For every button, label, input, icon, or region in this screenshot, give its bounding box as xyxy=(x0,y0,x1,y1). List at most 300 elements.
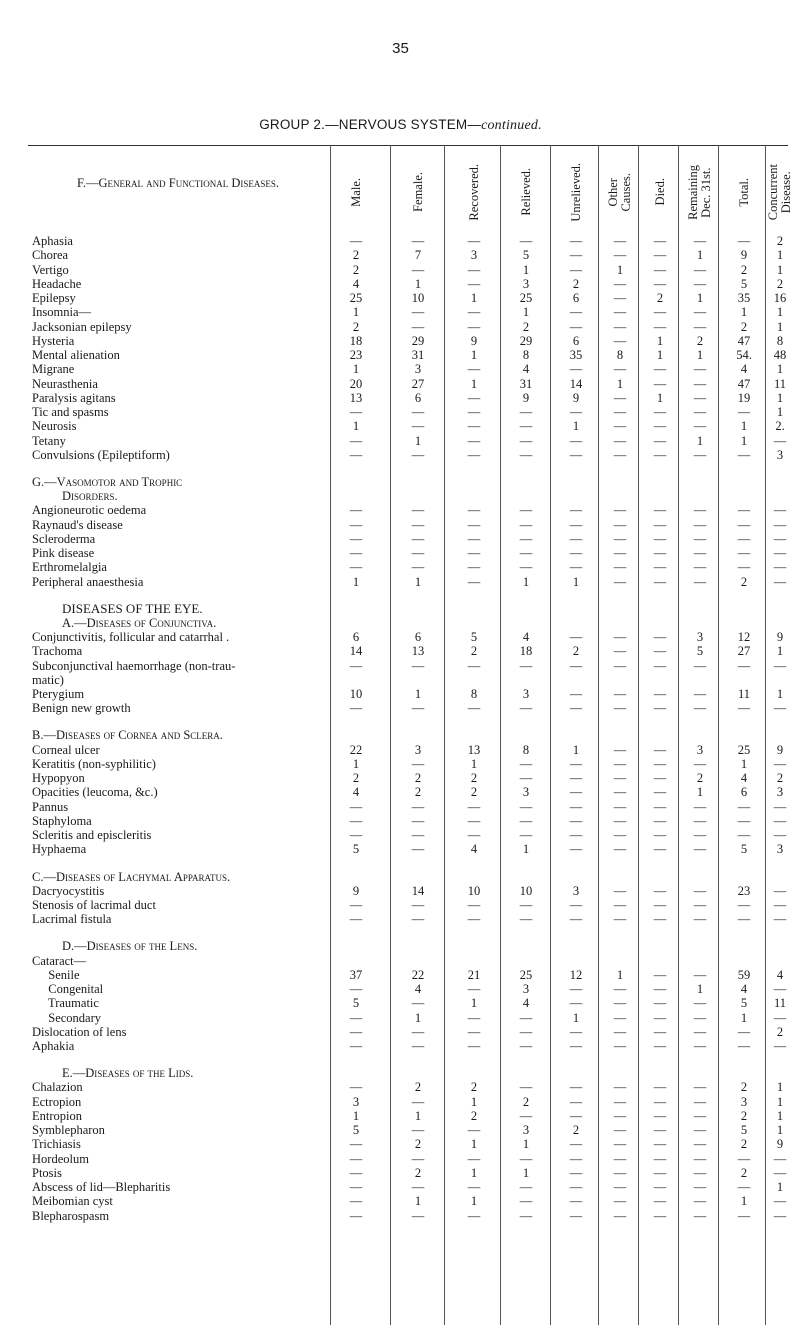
table-cell: — xyxy=(519,405,533,419)
table-cell: 1 xyxy=(470,1094,478,1109)
section-heading: B.—Diseases of Cornea and Sclera. xyxy=(32,728,223,743)
row-label: Vertigo xyxy=(32,262,69,277)
table-cell: 2 xyxy=(740,1165,748,1180)
row-label: Insomnia— xyxy=(32,305,92,320)
row-label: Aphasia xyxy=(32,234,73,248)
table-cell: — xyxy=(349,982,363,997)
table-cell: — xyxy=(569,531,583,546)
table-cell: — xyxy=(773,546,787,561)
table-cell: 7 xyxy=(414,248,422,263)
table-cell: — xyxy=(411,447,425,462)
table-cell: — xyxy=(737,517,751,532)
table-cell: — xyxy=(519,658,533,673)
table-cell: — xyxy=(613,687,627,702)
table-cell: 1 xyxy=(522,842,530,857)
table-cell: — xyxy=(569,756,583,771)
table-cell: — xyxy=(349,503,363,518)
table-cell: — xyxy=(569,1208,583,1223)
table-cell: 27 xyxy=(411,376,425,391)
table-cell: — xyxy=(737,531,751,546)
table-cell: — xyxy=(569,687,583,702)
table-cell: — xyxy=(411,912,425,927)
table-cell: — xyxy=(653,687,667,702)
table-cell: — xyxy=(411,262,425,277)
table-cell: — xyxy=(653,785,667,800)
table-cell: — xyxy=(569,405,583,419)
table-cell: — xyxy=(693,1180,707,1195)
table-cell: — xyxy=(349,912,363,927)
table-cell: 1 xyxy=(470,1194,478,1209)
table-cell: 14 xyxy=(349,644,363,659)
table-cell: — xyxy=(613,560,627,575)
table-cell: — xyxy=(693,262,707,277)
table-cell: 1 xyxy=(352,419,360,434)
table-cell: — xyxy=(693,447,707,462)
table-cell: — xyxy=(613,546,627,561)
table-cell: 1 xyxy=(522,262,530,277)
table-cell: — xyxy=(773,1165,787,1180)
table-cell: 31 xyxy=(411,348,425,362)
table-cell: — xyxy=(613,531,627,546)
table-cell: 9 xyxy=(352,883,360,898)
column-header-5 xyxy=(554,160,598,224)
table-cell: 6 xyxy=(740,785,748,800)
table-cell: — xyxy=(349,658,363,673)
table-cell: — xyxy=(569,560,583,575)
table-cell: — xyxy=(737,828,751,843)
table-cell: — xyxy=(467,1010,481,1025)
table-cell: — xyxy=(693,756,707,771)
table-cell: 1 xyxy=(414,1108,422,1123)
table-cell: — xyxy=(737,1151,751,1166)
table-cell: 2 xyxy=(522,1094,530,1109)
table-cell: 1 xyxy=(656,333,664,348)
table-cell: 1 xyxy=(696,982,704,997)
table-cell: — xyxy=(613,1137,627,1152)
table-cell: 2 xyxy=(414,771,422,786)
table-cell: — xyxy=(613,1108,627,1123)
table-cell: — xyxy=(519,771,533,786)
table-cell: — xyxy=(349,1194,363,1209)
table-cell: — xyxy=(467,517,481,532)
table-cell: — xyxy=(411,1123,425,1138)
table-cell: — xyxy=(569,828,583,843)
row-label: Stenosis of lacrimal duct xyxy=(32,898,156,913)
table-cell: 2 xyxy=(740,262,748,277)
table-cell: — xyxy=(693,1024,707,1039)
table-cell: — xyxy=(653,262,667,277)
table-cell: — xyxy=(653,658,667,673)
table-cell: — xyxy=(467,799,481,814)
row-label: Paralysis agitans xyxy=(32,390,116,405)
table-cell: — xyxy=(613,248,627,263)
table-cell: 1 xyxy=(740,1194,748,1209)
table-cell: 2 xyxy=(776,1024,784,1039)
table-cell: — xyxy=(613,1039,627,1054)
row-label: Neurosis xyxy=(32,419,77,434)
column-header-label: Female. xyxy=(410,172,425,212)
first-column-header: F.—General and Functional Diseases. xyxy=(76,176,280,190)
table-cell: — xyxy=(693,503,707,518)
table-cell: 5 xyxy=(352,842,360,857)
table-cell: — xyxy=(613,658,627,673)
table-cell: — xyxy=(569,982,583,997)
table-row xyxy=(0,1208,801,1224)
table-cell: 1 xyxy=(470,756,478,771)
table-cell: — xyxy=(773,828,787,843)
table-cell: — xyxy=(613,996,627,1011)
table-cell: — xyxy=(519,433,533,448)
table-cell: — xyxy=(613,828,627,843)
row-label: Lacrimal fistula xyxy=(32,912,112,927)
table-cell: — xyxy=(569,447,583,462)
table-cell: — xyxy=(653,574,667,589)
table-cell: 9 xyxy=(776,1137,784,1152)
table-cell: — xyxy=(411,560,425,575)
table-cell: 1 xyxy=(776,405,784,419)
table-cell: 13 xyxy=(467,742,481,757)
table-cell: 2 xyxy=(740,1137,748,1152)
table-cell: — xyxy=(411,799,425,814)
column-header-label: Total. xyxy=(736,177,751,207)
table-cell: 4 xyxy=(740,362,748,377)
table-cell: — xyxy=(467,813,481,828)
table-cell: 4 xyxy=(352,785,360,800)
column-header-8 xyxy=(678,160,722,224)
table-cell: — xyxy=(653,756,667,771)
table-cell: — xyxy=(653,1108,667,1123)
table-cell: — xyxy=(613,842,627,857)
table-cell: 2 xyxy=(414,1137,422,1152)
table-cell: 22 xyxy=(349,742,363,757)
table-cell: 1 xyxy=(470,1137,478,1152)
table-cell: — xyxy=(613,813,627,828)
table-cell: 25 xyxy=(349,291,363,305)
table-cell: — xyxy=(693,912,707,927)
table-cell: — xyxy=(737,560,751,575)
table-cell: — xyxy=(349,701,363,716)
table-cell: 1 xyxy=(470,348,478,362)
table-cell: — xyxy=(519,560,533,575)
table-cell: — xyxy=(411,546,425,561)
column-header-label: Unrelieved. xyxy=(568,162,583,222)
table-cell: 3 xyxy=(740,1094,748,1109)
table-cell: — xyxy=(613,503,627,518)
table-cell: 25 xyxy=(737,742,751,757)
row-label-continuation: Cataract— xyxy=(32,953,87,968)
table-cell: — xyxy=(349,433,363,448)
table-cell: — xyxy=(569,362,583,377)
table-cell: — xyxy=(467,828,481,843)
table-cell: — xyxy=(411,813,425,828)
table-cell: 1 xyxy=(656,348,664,362)
row-label: Chorea xyxy=(32,248,69,263)
table-cell: — xyxy=(693,546,707,561)
table-cell: — xyxy=(737,503,751,518)
table-cell: — xyxy=(693,1010,707,1025)
table-cell: 1 xyxy=(776,248,784,263)
table-cell: — xyxy=(737,658,751,673)
table-cell: — xyxy=(693,574,707,589)
table-cell: — xyxy=(613,447,627,462)
table-cell: — xyxy=(693,1194,707,1209)
table-cell: — xyxy=(693,1137,707,1152)
table-cell: 2 xyxy=(470,644,478,659)
table-cell: — xyxy=(773,1194,787,1209)
table-cell: 4 xyxy=(522,630,530,645)
table-cell: — xyxy=(569,799,583,814)
row-label: Senile xyxy=(42,967,80,982)
table-cell: — xyxy=(653,517,667,532)
table-cell: — xyxy=(349,546,363,561)
table-cell: — xyxy=(737,898,751,913)
table-cell: — xyxy=(467,658,481,673)
table-cell: 1 xyxy=(776,1080,784,1095)
table-cell: — xyxy=(349,1165,363,1180)
table-cell: — xyxy=(569,1165,583,1180)
table-cell: — xyxy=(693,362,707,377)
table-cell: 1 xyxy=(776,1094,784,1109)
table-cell: 2 xyxy=(776,771,784,786)
table-cell: 1 xyxy=(776,1180,784,1195)
table-cell: 1 xyxy=(776,390,784,405)
section-heading: D.—Diseases of the Lens. xyxy=(62,939,198,954)
table-cell: — xyxy=(613,644,627,659)
table-cell: — xyxy=(569,248,583,263)
table-row xyxy=(0,1038,801,1054)
table-cell: — xyxy=(613,419,627,434)
table-cell: 5 xyxy=(696,644,704,659)
table-cell: 3 xyxy=(522,687,530,702)
table-cell: — xyxy=(467,1024,481,1039)
table-cell: 5 xyxy=(740,842,748,857)
table-cell: — xyxy=(569,1094,583,1109)
table-cell: — xyxy=(467,560,481,575)
table-cell: — xyxy=(773,701,787,716)
table-cell: — xyxy=(411,842,425,857)
table-cell: — xyxy=(349,1151,363,1166)
table-cell: 1 xyxy=(414,433,422,448)
table-cell: 3 xyxy=(414,362,422,377)
table-cell: — xyxy=(653,898,667,913)
row-label: Ptosis xyxy=(32,1165,62,1180)
table-cell: — xyxy=(693,376,707,391)
table-cell: 1 xyxy=(776,1108,784,1123)
table-cell: — xyxy=(653,1208,667,1223)
table-cell: — xyxy=(519,1010,533,1025)
table-cell: 6 xyxy=(414,390,422,405)
table-cell: — xyxy=(349,828,363,843)
table-cell: — xyxy=(693,687,707,702)
table-cell: — xyxy=(411,1180,425,1195)
table-cell: — xyxy=(653,362,667,377)
row-label: Peripheral anaesthesia xyxy=(32,574,144,589)
table-cell: — xyxy=(569,1108,583,1123)
section-heading: A.—Diseases of Conjunctiva. xyxy=(62,615,217,630)
column-header-1 xyxy=(334,160,378,224)
table-cell: 8 xyxy=(470,687,478,702)
row-label: Dislocation of lens xyxy=(32,1024,127,1039)
table-cell: 2 xyxy=(776,276,784,291)
table-cell: — xyxy=(569,1137,583,1152)
table-cell: — xyxy=(411,419,425,434)
table-cell: — xyxy=(693,842,707,857)
column-header-label: Concurrent Disease. xyxy=(766,163,793,221)
table-cell: 1 xyxy=(470,291,478,305)
table-cell: 1 xyxy=(414,1010,422,1025)
column-header-7 xyxy=(638,160,682,224)
table-cell: — xyxy=(467,276,481,291)
table-cell: — xyxy=(569,262,583,277)
table-cell: 35 xyxy=(737,291,751,305)
table-cell: — xyxy=(653,813,667,828)
table-cell: 1 xyxy=(414,1194,422,1209)
table-cell: 8 xyxy=(776,333,784,348)
table-cell: — xyxy=(613,912,627,927)
table-cell: — xyxy=(411,1024,425,1039)
row-label: Raynaud's disease xyxy=(32,517,123,532)
table-cell: 5 xyxy=(352,1123,360,1138)
row-label: Secondary xyxy=(42,1010,102,1025)
table-cell: — xyxy=(349,1010,363,1025)
table-cell: — xyxy=(569,517,583,532)
table-cell: — xyxy=(773,883,787,898)
row-label: Ectropion xyxy=(32,1094,82,1109)
row-label: Pannus xyxy=(32,799,69,814)
table-cell: — xyxy=(613,1151,627,1166)
table-cell: — xyxy=(519,517,533,532)
column-header-label: Male. xyxy=(348,177,363,207)
table-cell: — xyxy=(737,546,751,561)
table-cell: — xyxy=(773,912,787,927)
table-cell: — xyxy=(613,1123,627,1138)
table-cell: — xyxy=(613,898,627,913)
table-cell: 13 xyxy=(349,390,363,405)
table-cell: — xyxy=(693,419,707,434)
table-cell: — xyxy=(613,319,627,334)
table-cell: — xyxy=(737,234,751,248)
table-cell: 21 xyxy=(467,967,481,982)
table-cell: 6 xyxy=(572,291,580,305)
table-cell: — xyxy=(569,319,583,334)
table-cell: — xyxy=(653,771,667,786)
table-cell: — xyxy=(569,813,583,828)
table-row xyxy=(0,574,801,590)
table-cell: 3 xyxy=(522,276,530,291)
row-label: Opacities (leucoma, &c.) xyxy=(32,785,158,800)
table-cell: 3 xyxy=(776,842,784,857)
table-cell: — xyxy=(613,756,627,771)
table-cell: — xyxy=(653,531,667,546)
row-label: Hyphaema xyxy=(32,842,87,857)
table-row xyxy=(0,700,801,716)
table-cell: 20 xyxy=(349,376,363,391)
table-cell: 9 xyxy=(776,630,784,645)
table-cell: — xyxy=(737,1024,751,1039)
table-cell: — xyxy=(411,1039,425,1054)
table-cell: 1 xyxy=(740,1010,748,1025)
table-cell: 1 xyxy=(352,362,360,377)
table-cell: 1 xyxy=(696,348,704,362)
table-cell: 9 xyxy=(740,248,748,263)
table-cell: — xyxy=(519,813,533,828)
table-cell: — xyxy=(693,813,707,828)
table-cell: — xyxy=(467,574,481,589)
table-cell: 2. xyxy=(775,419,785,434)
table-cell: 2 xyxy=(740,1108,748,1123)
table-cell: — xyxy=(773,658,787,673)
table-cell: 1 xyxy=(572,1010,580,1025)
table-cell: — xyxy=(653,1123,667,1138)
row-label: Hypopyon xyxy=(32,771,85,786)
table-cell: 31 xyxy=(519,376,533,391)
table-cell: — xyxy=(467,546,481,561)
table-cell: 10 xyxy=(349,687,363,702)
table-cell: 11 xyxy=(737,687,751,702)
table-cell: — xyxy=(411,756,425,771)
table-cell: 1 xyxy=(470,996,478,1011)
table-cell: 5 xyxy=(740,996,748,1011)
table-cell: — xyxy=(411,305,425,320)
table-cell: 5 xyxy=(352,996,360,1011)
row-label: Scleritis and episcleritis xyxy=(32,828,152,843)
table-cell: — xyxy=(653,419,667,434)
table-cell: — xyxy=(519,898,533,913)
table-cell: — xyxy=(467,503,481,518)
table-cell: 1 xyxy=(740,419,748,434)
row-label: Scleroderma xyxy=(32,531,96,546)
table-cell: — xyxy=(467,1180,481,1195)
table-cell: 4 xyxy=(776,967,784,982)
table-cell: — xyxy=(349,799,363,814)
table-cell: 10 xyxy=(411,291,425,305)
table-cell: — xyxy=(737,1039,751,1054)
table-cell: 13 xyxy=(411,644,425,659)
table-cell: — xyxy=(653,248,667,263)
table-cell: — xyxy=(519,234,533,248)
row-label: Pink disease xyxy=(32,546,95,561)
table-cell: — xyxy=(519,1080,533,1095)
table-cell: 48 xyxy=(773,348,787,362)
table-cell: — xyxy=(519,1039,533,1054)
table-cell: — xyxy=(467,447,481,462)
row-label: Jacksonian epilepsy xyxy=(32,319,132,334)
table-cell: — xyxy=(569,898,583,913)
table-cell: — xyxy=(349,1080,363,1095)
table-cell: 3 xyxy=(470,248,478,263)
table-cell: 1 xyxy=(414,276,422,291)
row-label: Symblepharon xyxy=(32,1123,105,1138)
table-cell: — xyxy=(693,1165,707,1180)
table-cell: — xyxy=(349,531,363,546)
table-cell: — xyxy=(349,1137,363,1152)
table-cell: — xyxy=(569,1180,583,1195)
table-cell: 22 xyxy=(411,967,425,982)
table-cell: — xyxy=(613,883,627,898)
table-cell: 2 xyxy=(470,771,478,786)
table-cell: — xyxy=(693,405,707,419)
row-label: Corneal ulcer xyxy=(32,742,100,757)
table-cell: 1 xyxy=(572,574,580,589)
column-header-label: Remaining Dec. 31st. xyxy=(686,164,713,220)
row-label: Convulsions (Epileptiform) xyxy=(32,447,170,462)
page-number: 35 xyxy=(392,40,409,57)
table-cell: — xyxy=(653,1180,667,1195)
table-cell: 18 xyxy=(349,333,363,348)
table-cell: — xyxy=(519,447,533,462)
table-cell: — xyxy=(693,1094,707,1109)
row-label: Conjunctivitis, follicular and catarrhal . xyxy=(32,630,230,645)
